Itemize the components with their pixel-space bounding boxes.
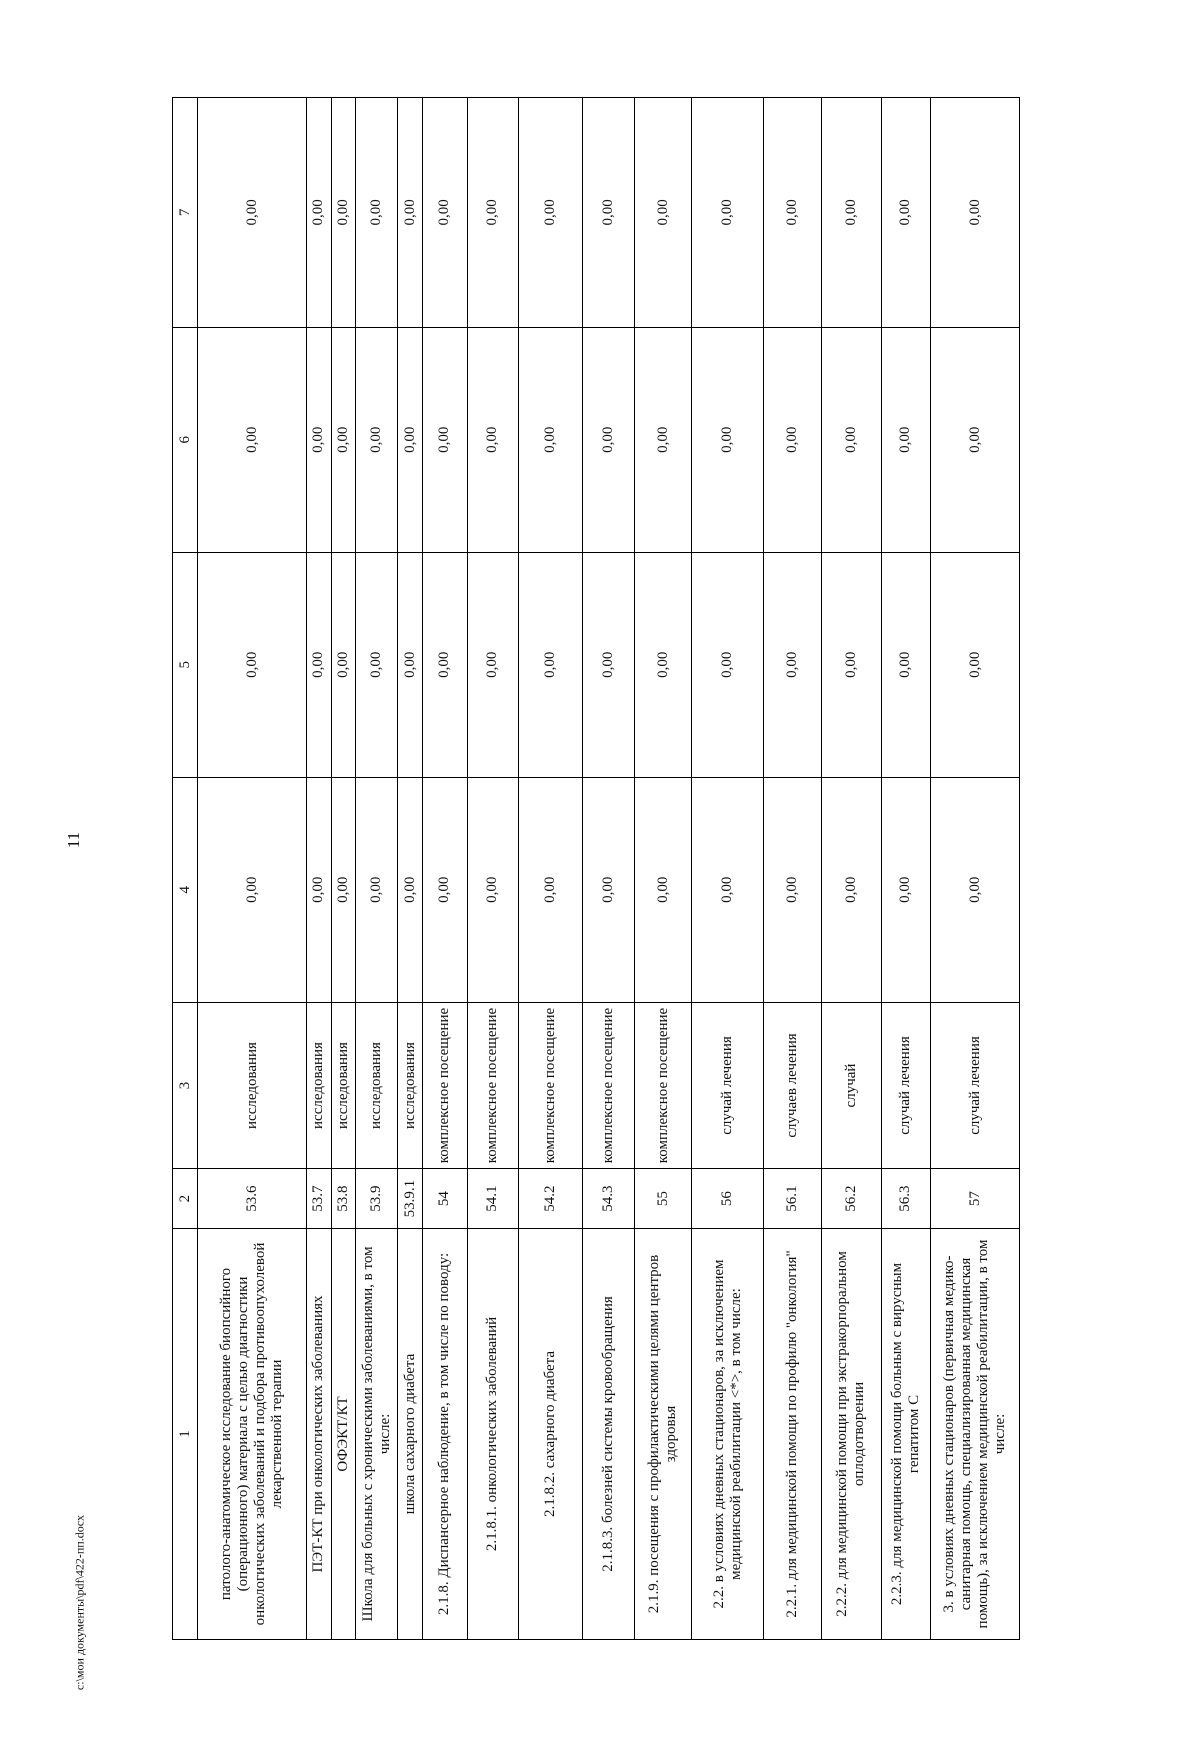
table-cell-col5: 0,00 (763, 552, 821, 777)
table-cell-col3: исследования (398, 1002, 423, 1168)
table-cell-col2: 56.1 (763, 1169, 821, 1229)
table-cell-col2: 56 (692, 1169, 763, 1229)
table-cell-col1: ОФЭКТ/КТ (331, 1228, 356, 1639)
table-row (398, 98, 423, 1640)
table-cell-col6: 0,00 (821, 327, 881, 552)
table-cell-col6: 0,00 (198, 327, 307, 552)
table-cell-col2: 53.7 (307, 1169, 332, 1229)
table-cell-col1: 2.1.8. Диспансерное наблюдение, в том числе по поводу: (422, 1228, 467, 1639)
table-cell-col5: 0,00 (692, 552, 763, 777)
table-cell-col7: 0,00 (331, 98, 356, 328)
table-cell-col6: 0,00 (467, 327, 518, 552)
table-cell-col2: 55 (634, 1169, 692, 1229)
table-cell-col4: 0,00 (467, 777, 518, 1002)
column-header-7: 7 (173, 98, 198, 328)
table-cell-col1: школа сахарного диабета (398, 1228, 423, 1639)
table-cell-col1: 2.1.8.1. онкологических заболеваний (467, 1228, 518, 1639)
table-cell-col1: 3. в условиях дневных стационаров (первичная медико-санитарная помощь, специализированная медицинская помощь), за исключением медицинской реабилитации, в том числе: (930, 1228, 1019, 1639)
column-header-3: 3 (173, 1002, 198, 1168)
table-cell-col1: 2.2.2. для медицинской помощи при экстракорпоральном оплодотворении (821, 1228, 881, 1639)
table-cell-col2: 54 (422, 1169, 467, 1229)
table-row (763, 98, 821, 1640)
table-cell-col7: 0,00 (398, 98, 423, 328)
table-cell-col4: 0,00 (930, 777, 1019, 1002)
table-cell-col1: 2.1.8.3. болезней системы кровообращения (583, 1228, 634, 1639)
table-cell-col7: 0,00 (467, 98, 518, 328)
table-cell-col2: 54.1 (467, 1169, 518, 1229)
table-cell-col2: 53.6 (198, 1169, 307, 1229)
table-cell-col4: 0,00 (198, 777, 307, 1002)
table-cell-col4: 0,00 (692, 777, 763, 1002)
table-cell-col3: случай лечения (930, 1002, 1019, 1168)
table-cell-col6: 0,00 (331, 327, 356, 552)
table-cell-col5: 0,00 (398, 552, 423, 777)
table-cell-col4: 0,00 (583, 777, 634, 1002)
table-cell-col3: исследования (356, 1002, 398, 1168)
column-header-4: 4 (173, 777, 198, 1002)
table-cell-col5: 0,00 (634, 552, 692, 777)
table-cell-col5: 0,00 (583, 552, 634, 777)
table-cell-col5: 0,00 (467, 552, 518, 777)
table-cell-col3: комплексное посещение (583, 1002, 634, 1168)
table-cell-col7: 0,00 (763, 98, 821, 328)
table-cell-col2: 53.8 (331, 1169, 356, 1229)
table-cell-col3: комплексное посещение (422, 1002, 467, 1168)
table-cell-col6: 0,00 (763, 327, 821, 552)
table-cell-col1: 2.2.3. для медицинской помощи больным с вирусным гепатитом С (881, 1228, 930, 1639)
table-cell-col3: случай лечения (692, 1002, 763, 1168)
table-cell-col2: 54.2 (518, 1169, 583, 1229)
rotated-table-container (172, 97, 1020, 1640)
table-cell-col4: 0,00 (881, 777, 930, 1002)
table-cell-col4: 0,00 (398, 777, 423, 1002)
table-row (692, 98, 763, 1640)
table-cell-col3: комплексное посещение (518, 1002, 583, 1168)
table-row (930, 98, 1019, 1640)
table-cell-col1: ПЭТ-КТ при онкологических заболеваниях (307, 1228, 332, 1639)
table-cell-col1: 2.1.8.2. сахарного диабета (518, 1228, 583, 1639)
table-cell-col3: исследования (331, 1002, 356, 1168)
table-cell-col3: комплексное посещение (634, 1002, 692, 1168)
table-cell-col1: 2.1.9. посещения с профилактическими целями центров здоровья (634, 1228, 692, 1639)
table-cell-col4: 0,00 (422, 777, 467, 1002)
table-cell-col5: 0,00 (331, 552, 356, 777)
table-cell-col3: исследования (198, 1002, 307, 1168)
table-cell-col4: 0,00 (634, 777, 692, 1002)
footer-file-path: c:\мои документы\pdf\422-пп.docx (72, 1514, 87, 1691)
data-table (172, 97, 1020, 1640)
table-cell-col4: 0,00 (821, 777, 881, 1002)
table-cell-col1: патолого-анатомическое исследование биопсийного (операционного) материала с целью диагностики онкологических заболеваний и подбора противоопухолевой лекарственной терапии (198, 1228, 307, 1639)
table-body (198, 98, 1020, 1640)
table-cell-col6: 0,00 (692, 327, 763, 552)
table-cell-col5: 0,00 (356, 552, 398, 777)
table-cell-col6: 0,00 (634, 327, 692, 552)
table-cell-col4: 0,00 (518, 777, 583, 1002)
table-cell-col4: 0,00 (356, 777, 398, 1002)
table-cell-col5: 0,00 (881, 552, 930, 777)
table-cell-col6: 0,00 (307, 327, 332, 552)
table-row (422, 98, 467, 1640)
table-cell-col6: 0,00 (356, 327, 398, 552)
table-row (198, 98, 307, 1640)
table-cell-col3: комплексное посещение (467, 1002, 518, 1168)
table-cell-col7: 0,00 (583, 98, 634, 328)
table-cell-col3: исследования (307, 1002, 332, 1168)
table-cell-col1: 2.2.1. для медицинской помощи по профилю "онкология" (763, 1228, 821, 1639)
table-cell-col6: 0,00 (422, 327, 467, 552)
table-cell-col3: случаев лечения (763, 1002, 821, 1168)
table-cell-col7: 0,00 (422, 98, 467, 328)
table-row (356, 98, 398, 1640)
table-cell-col7: 0,00 (821, 98, 881, 328)
table-cell-col5: 0,00 (821, 552, 881, 777)
table-cell-col7: 0,00 (692, 98, 763, 328)
table-cell-col5: 0,00 (198, 552, 307, 777)
column-header-5: 5 (173, 552, 198, 777)
table-cell-col6: 0,00 (881, 327, 930, 552)
table-row (821, 98, 881, 1640)
table-cell-col7: 0,00 (930, 98, 1019, 328)
table-cell-col5: 0,00 (307, 552, 332, 777)
table-cell-col4: 0,00 (331, 777, 356, 1002)
table-row (467, 98, 518, 1640)
table-cell-col6: 0,00 (583, 327, 634, 552)
table-header-row (173, 98, 198, 1640)
table-cell-col2: 56.2 (821, 1169, 881, 1229)
column-header-6: 6 (173, 327, 198, 552)
table-cell-col4: 0,00 (307, 777, 332, 1002)
table-row (583, 98, 634, 1640)
table-cell-col7: 0,00 (356, 98, 398, 328)
table-cell-col1: Школа для больных с хроническими заболеваниями, в том числе: (356, 1228, 398, 1639)
table-cell-col2: 53.9 (356, 1169, 398, 1229)
table-cell-col4: 0,00 (763, 777, 821, 1002)
table-cell-col5: 0,00 (518, 552, 583, 777)
table-cell-col2: 56.3 (881, 1169, 930, 1229)
table-cell-col3: случай (821, 1002, 881, 1168)
table-cell-col6: 0,00 (398, 327, 423, 552)
table-cell-col3: случай лечения (881, 1002, 930, 1168)
table-row (881, 98, 930, 1640)
page-number: 11 (64, 831, 84, 849)
table-cell-col2: 53.9.1 (398, 1169, 423, 1229)
table-cell-col2: 57 (930, 1169, 1019, 1229)
column-header-2: 2 (173, 1169, 198, 1229)
table-cell-col7: 0,00 (307, 98, 332, 328)
table-row (634, 98, 692, 1640)
table-cell-col1: 2.2. в условиях дневных стационаров, за исключением медицинской реабилитации <*>, в том числе: (692, 1228, 763, 1639)
table-row (307, 98, 332, 1640)
table-cell-col7: 0,00 (198, 98, 307, 328)
table-cell-col6: 0,00 (518, 327, 583, 552)
table-cell-col6: 0,00 (930, 327, 1019, 552)
table-cell-col2: 54.3 (583, 1169, 634, 1229)
table-cell-col7: 0,00 (881, 98, 930, 328)
column-header-1: 1 (173, 1228, 198, 1639)
table-row (331, 98, 356, 1640)
table-cell-col7: 0,00 (634, 98, 692, 328)
table-cell-col7: 0,00 (518, 98, 583, 328)
table-cell-col5: 0,00 (930, 552, 1019, 777)
table-row (518, 98, 583, 1640)
table-cell-col5: 0,00 (422, 552, 467, 777)
